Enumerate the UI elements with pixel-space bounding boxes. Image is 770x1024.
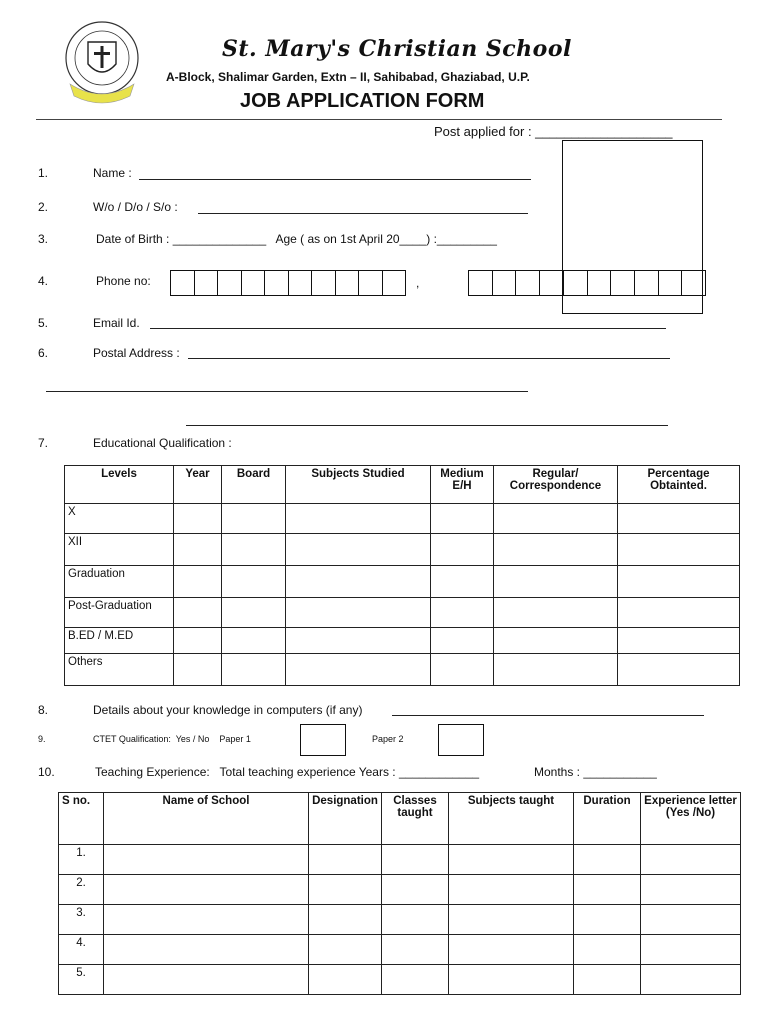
table-cell[interactable]	[222, 504, 286, 534]
experience-months-field[interactable]: Months : ___________	[534, 765, 657, 779]
phone-separator: ,	[416, 276, 420, 290]
header-divider	[36, 119, 722, 120]
education-table	[64, 465, 740, 686]
table-cell[interactable]	[494, 628, 618, 654]
table-cell[interactable]	[104, 965, 309, 995]
table-row	[59, 965, 741, 995]
col-subjects: Subjects Studied	[286, 466, 431, 504]
table-cell[interactable]	[641, 875, 741, 905]
phone-boxes-2[interactable]	[468, 270, 706, 296]
col-experience-letter: Experience letter (Yes /No)	[641, 793, 741, 845]
col-levels: Levels	[65, 466, 174, 504]
table-header-row	[59, 793, 741, 845]
table-cell[interactable]	[618, 654, 740, 686]
table-row	[59, 905, 741, 935]
table-cell[interactable]	[494, 504, 618, 534]
computer-knowledge-label: Details about your knowledge in computers (if any)	[93, 703, 363, 717]
field-number: 10.	[38, 765, 55, 779]
table-cell[interactable]	[104, 845, 309, 875]
school-logo	[56, 18, 148, 110]
name-field[interactable]	[139, 179, 531, 180]
col-classes-taught: Classes taught	[382, 793, 449, 845]
table-cell[interactable]	[382, 845, 449, 875]
table-cell[interactable]	[449, 845, 574, 875]
table-cell[interactable]	[222, 534, 286, 566]
col-designation: Designation	[309, 793, 382, 845]
col-regular: Regular/ Correspondence	[494, 466, 618, 504]
school-address: A-Block, Shalimar Garden, Extn – II, Sahibabad, Ghaziabad, U.P.	[166, 70, 530, 84]
postal-address-label: Postal Address :	[93, 346, 180, 360]
table-cell[interactable]	[382, 905, 449, 935]
relation-label: W/o / D/o / S/o :	[93, 200, 178, 214]
table-row	[65, 628, 740, 654]
table-cell[interactable]	[618, 534, 740, 566]
level-cell: Post-Graduation	[65, 598, 174, 628]
table-header-row	[65, 466, 740, 504]
table-cell[interactable]	[222, 598, 286, 628]
table-cell[interactable]	[494, 598, 618, 628]
table-cell[interactable]	[309, 965, 382, 995]
field-number: 2.	[38, 200, 49, 214]
table-cell[interactable]	[618, 566, 740, 598]
field-number: 4.	[38, 274, 49, 288]
sno-cell: 4.	[59, 935, 104, 965]
table-cell[interactable]	[574, 935, 641, 965]
table-cell[interactable]	[286, 566, 431, 598]
table-cell[interactable]	[449, 875, 574, 905]
table-cell[interactable]	[174, 566, 222, 598]
table-row	[65, 504, 740, 534]
table-cell[interactable]	[431, 598, 494, 628]
table-cell[interactable]	[431, 628, 494, 654]
table-cell[interactable]	[449, 905, 574, 935]
table-cell[interactable]	[574, 965, 641, 995]
field-number: 3.	[38, 232, 49, 246]
education-label: Educational Qualification :	[93, 436, 232, 450]
ctet-paper1-box[interactable]	[300, 724, 346, 756]
table-cell[interactable]	[574, 875, 641, 905]
table-cell[interactable]	[309, 905, 382, 935]
field-number: 1.	[38, 166, 49, 180]
table-cell[interactable]	[618, 504, 740, 534]
table-row	[65, 654, 740, 686]
sno-cell: 3.	[59, 905, 104, 935]
col-percentage: Percentage Obtainted.	[618, 466, 740, 504]
level-cell: Others	[65, 654, 174, 686]
table-cell[interactable]	[222, 566, 286, 598]
table-row	[65, 566, 740, 598]
table-cell[interactable]	[174, 534, 222, 566]
table-cell[interactable]	[449, 935, 574, 965]
level-cell: B.ED / M.ED	[65, 628, 174, 654]
table-cell[interactable]	[174, 654, 222, 686]
table-cell[interactable]	[494, 534, 618, 566]
computer-knowledge-field[interactable]	[392, 715, 704, 716]
field-number: 8.	[38, 703, 49, 717]
col-school-name: Name of School	[104, 793, 309, 845]
col-board: Board	[222, 466, 286, 504]
table-cell[interactable]	[618, 628, 740, 654]
table-cell[interactable]	[382, 935, 449, 965]
col-year: Year	[174, 466, 222, 504]
table-cell[interactable]	[222, 654, 286, 686]
name-label: Name :	[93, 166, 132, 180]
postal-address-line-3[interactable]	[186, 425, 668, 426]
dob-age-field[interactable]: Date of Birth : ______________ Age ( as on 1st April 20____) :_________	[96, 232, 497, 246]
level-cell: XII	[65, 534, 174, 566]
table-cell[interactable]	[641, 845, 741, 875]
table-row	[59, 875, 741, 905]
table-cell[interactable]	[174, 504, 222, 534]
table-cell[interactable]	[431, 654, 494, 686]
level-cell: Graduation	[65, 566, 174, 598]
phone-boxes-1[interactable]	[170, 270, 406, 296]
table-cell[interactable]	[618, 598, 740, 628]
email-label: Email Id.	[93, 316, 140, 330]
table-cell[interactable]	[174, 628, 222, 654]
table-cell[interactable]	[641, 965, 741, 995]
table-cell[interactable]	[641, 935, 741, 965]
table-cell[interactable]	[431, 504, 494, 534]
form-title: JOB APPLICATION FORM	[240, 90, 485, 112]
postal-address-field[interactable]	[188, 358, 670, 359]
col-duration: Duration	[574, 793, 641, 845]
level-cell: X	[65, 504, 174, 534]
field-number: 6.	[38, 346, 49, 360]
postal-address-line-2[interactable]	[46, 391, 528, 392]
table-cell[interactable]	[574, 905, 641, 935]
table-cell[interactable]	[286, 504, 431, 534]
table-cell[interactable]	[494, 566, 618, 598]
school-name: St. Mary's Christian School	[222, 36, 572, 62]
table-cell[interactable]	[382, 875, 449, 905]
table-cell[interactable]	[309, 845, 382, 875]
table-cell[interactable]	[574, 845, 641, 875]
phone-label: Phone no:	[96, 274, 151, 288]
table-row	[65, 534, 740, 566]
table-cell[interactable]	[222, 628, 286, 654]
table-row	[59, 935, 741, 965]
table-cell[interactable]	[382, 965, 449, 995]
table-row	[59, 845, 741, 875]
col-sno: S no.	[59, 793, 104, 845]
table-cell[interactable]	[309, 875, 382, 905]
table-cell[interactable]	[286, 628, 431, 654]
field-number: 5.	[38, 316, 49, 330]
table-cell[interactable]	[104, 935, 309, 965]
table-cell[interactable]	[641, 905, 741, 935]
post-applied-field[interactable]: Post applied for : ___________________	[434, 124, 673, 139]
relation-field[interactable]	[198, 213, 528, 214]
sno-cell: 5.	[59, 965, 104, 995]
ctet-paper2-box[interactable]	[438, 724, 484, 756]
field-number: 9.	[38, 734, 46, 744]
table-cell[interactable]	[286, 598, 431, 628]
sno-cell: 1.	[59, 845, 104, 875]
ctet-label: CTET Qualification: Yes / No Paper 1	[93, 734, 251, 744]
col-subjects-taught: Subjects taught	[449, 793, 574, 845]
col-medium: Medium E/H	[431, 466, 494, 504]
table-cell[interactable]	[431, 534, 494, 566]
table-row	[65, 598, 740, 628]
table-cell[interactable]	[174, 598, 222, 628]
field-number: 7.	[38, 436, 49, 450]
table-cell[interactable]	[104, 905, 309, 935]
table-cell[interactable]	[286, 654, 431, 686]
table-cell[interactable]	[431, 566, 494, 598]
ctet-paper2-label: Paper 2	[372, 734, 404, 744]
table-cell[interactable]	[104, 875, 309, 905]
teaching-experience-field[interactable]: Teaching Experience: Total teaching experience Years : ____________	[95, 765, 480, 779]
experience-table	[58, 792, 741, 995]
sno-cell: 2.	[59, 875, 104, 905]
table-cell[interactable]	[286, 534, 431, 566]
table-cell[interactable]	[494, 654, 618, 686]
table-cell[interactable]	[449, 965, 574, 995]
table-cell[interactable]	[309, 935, 382, 965]
email-field[interactable]	[150, 328, 666, 329]
